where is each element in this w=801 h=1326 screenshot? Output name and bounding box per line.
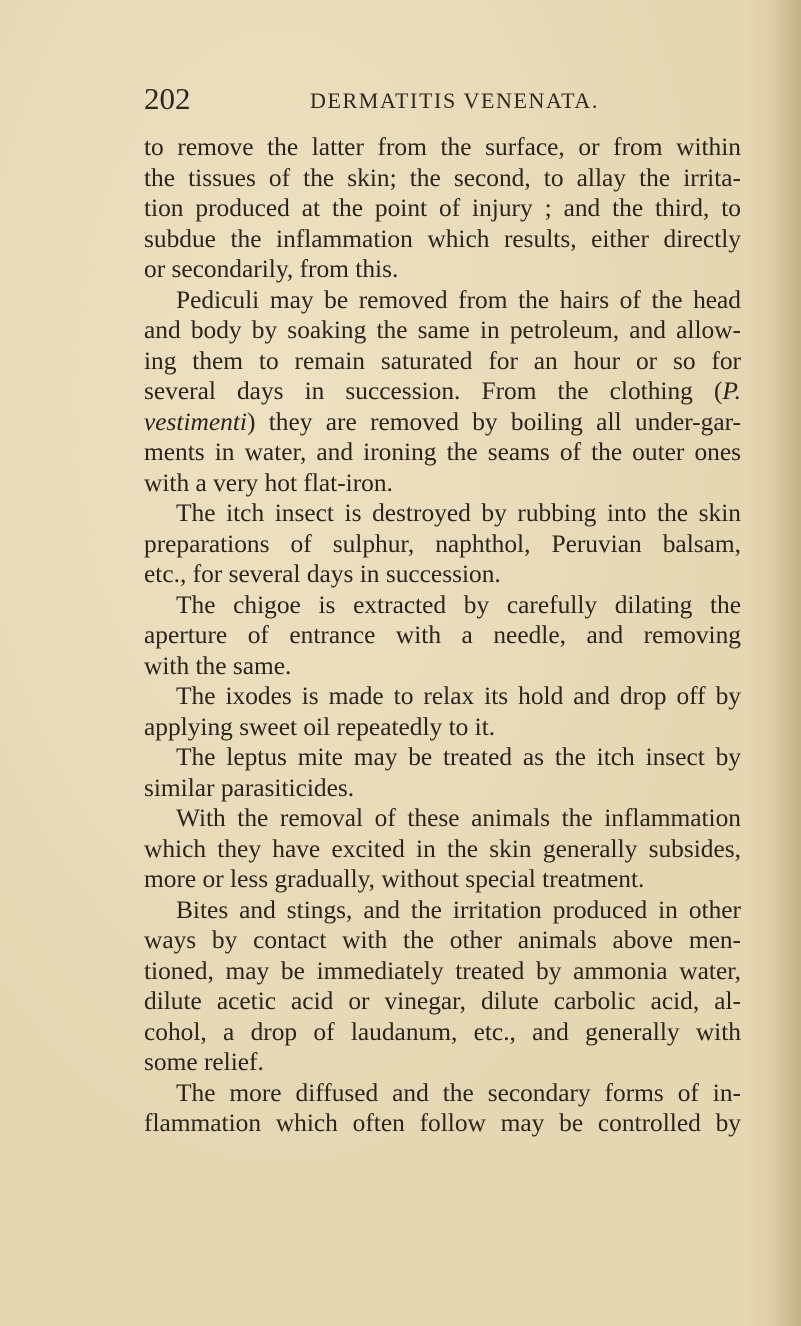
text-line: The leptus mite may be treated as the itch insect by: [176, 743, 741, 771]
text-line: [144, 407, 741, 438]
text-line: some relief.: [144, 1048, 264, 1076]
text-fragment: several days in succession. From the clothing (: [144, 377, 723, 405]
text-line: Pediculi may be removed from the hairs of the head: [176, 285, 741, 314]
italic-species: vestimenti: [144, 407, 247, 436]
paragraph: [144, 803, 741, 895]
paragraph: [144, 132, 741, 285]
text-line: applying sweet oil repeatedly to it.: [144, 712, 496, 741]
text-line: The chigoe is extracted by carefully dilating the: [176, 590, 741, 619]
text-line: With the removal of these animals the inflammation: [176, 804, 741, 832]
text-line: ways by contact with the other animals above men-: [144, 926, 741, 954]
text-line: with the same.: [144, 651, 292, 680]
page-number: 202: [144, 81, 191, 116]
text-line: or secondarily, from this.: [144, 255, 399, 283]
page-header: [144, 82, 744, 116]
text-line: The itch insect is destroyed by rubbing into the skin: [176, 499, 741, 527]
text-line: The ixodes is made to relax its hold and drop off by: [176, 682, 741, 710]
paragraph: [144, 285, 741, 499]
text-line: more or less gradually, without special treatment.: [144, 865, 645, 893]
text-line: aperture of entrance with a needle, and removing: [144, 621, 741, 649]
text-line: ments in water, and ironing the seams of the outer ones: [144, 438, 741, 466]
text-fragment: ) they are removed by boiling all under-gar-: [246, 407, 741, 436]
text-line: tion produced at the point of injury ; and the third, to: [144, 194, 741, 222]
text-line: subdue the inflammation which results, either directly: [144, 224, 741, 253]
running-head: DERMATITIS VENENATA.: [310, 88, 599, 113]
text-line: Bites and stings, and the irritation produced in other: [176, 895, 741, 924]
text-line: flammation which often follow may be controlled by: [144, 1109, 741, 1137]
paragraph: [144, 895, 741, 1078]
body-text: [144, 132, 741, 1139]
text-line: similar parasiticides.: [144, 773, 355, 802]
text-line: and body by soaking the same in petroleum, and allow-: [144, 316, 741, 344]
text-line: etc., for several days in succession.: [144, 560, 501, 588]
text-line: dilute acetic acid or vinegar, dilute carbolic acid, al-: [144, 987, 741, 1015]
text-line: cohol, a drop of laudanum, etc., and generally with: [144, 1017, 741, 1046]
text-line: which they have excited in the skin generally subsides,: [144, 834, 741, 863]
page-edge-shadow: [773, 0, 801, 1326]
paragraph: [144, 742, 741, 803]
paragraph: [144, 590, 741, 682]
italic-genus: P.: [722, 377, 741, 405]
text-line: The more diffused and the secondary forms of in-: [176, 1078, 741, 1107]
text-line: preparations of sulphur, naphthol, Peruvian balsam,: [144, 529, 741, 558]
text-line: ing them to remain saturated for an hour or so for: [144, 346, 741, 375]
paragraph: [144, 1078, 741, 1139]
text-line: [144, 376, 741, 407]
text-line: with a very hot flat-iron.: [144, 468, 393, 497]
paragraph: [144, 681, 741, 742]
text-line: the tissues of the skin; the second, to allay the irrita-: [144, 163, 741, 192]
text-line: to remove the latter from the surface, or from within: [144, 133, 741, 161]
text-line: tioned, may be immediately treated by ammonia water,: [144, 956, 741, 985]
paragraph: [144, 498, 741, 590]
